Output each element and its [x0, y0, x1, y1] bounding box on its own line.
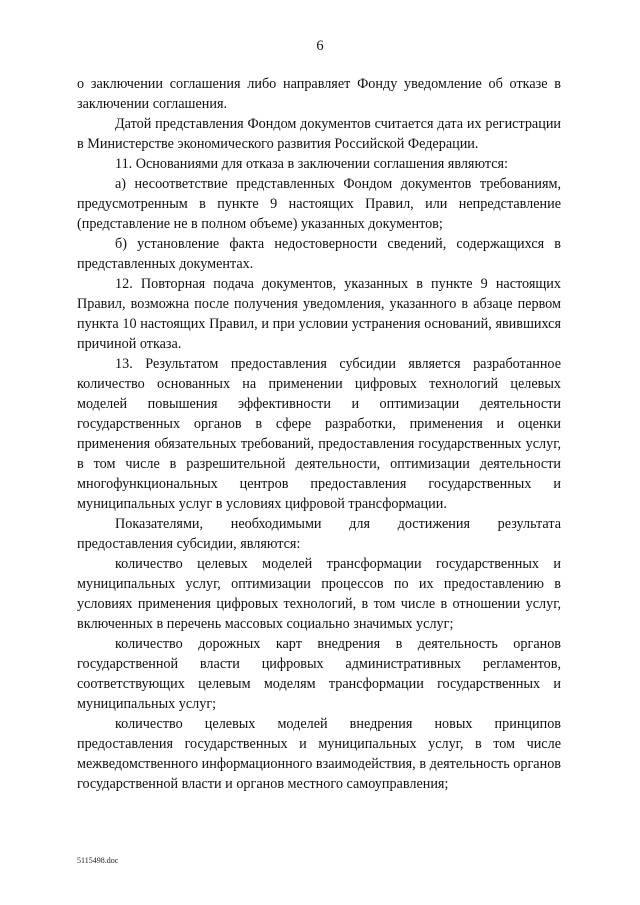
document-body — [77, 74, 561, 794]
paragraph-indicator-roadmaps: количество дорожных карт внедрения в деятельность органов государственной власти цифровых административных регламентов, соответствующих целевым моделям трансформации государственных и муниципальных услуг; — [77, 636, 561, 712]
footer-filename: 5115498.doc — [77, 856, 119, 865]
paragraph-13-result: 13. Результатом предоставления субсидии является разработанное количество основанных на применении цифровых технологий целевых моделей повышения эффективности и оптимизации деятельности государственных органов в сфере разработки, применения и оценки применения обязательных требований, предоставления государственных услуг, в том числе в разрешительной деятельности, оптимизации деятельности многофункциональных центров предоставления государственных и муниципальных услуг в условиях цифровой трансформации. — [77, 356, 561, 512]
paragraph-indicator-target-models: количество целевых моделей трансформации государственных и муниципальных услуг, оптимизации процессов по их предоставлению в условиях применения цифровых технологий, в том числе в отношении услуг, включенных в перечень массовых социально значимых услуг; — [77, 556, 561, 632]
paragraph-continuation: о заключении соглашения либо направляет Фонду уведомление об отказе в заключении соглашения. — [77, 76, 561, 112]
paragraph-12-resubmission: 12. Повторная подача документов, указанных в пункте 9 настоящих Правил, возможна после получения уведомления, указанного в абзаце первом пункта 10 настоящих Правил, и при условии устранения оснований, явившихся причиной отказа. — [77, 276, 561, 352]
paragraph-registration-date: Датой представления Фондом документов считается дата их регистрации в Министерстве экономического развития Российской Федерации. — [77, 116, 561, 152]
paragraph-11b: б) установление факта недостоверности сведений, содержащихся в представленных документах. — [77, 236, 561, 272]
paragraph-indicators-intro: Показателями, необходимыми для достижения результата предоставления субсидии, являются: — [77, 516, 561, 552]
paragraph-indicator-new-principles: количество целевых моделей внедрения новых принципов предоставления государственных и муниципальных услуг, в том числе межведомственного информационного взаимодействия, в деятельность органов государственной власти и органов местного самоуправления; — [77, 716, 561, 792]
page-number: 6 — [316, 38, 324, 54]
paragraph-11a: а) несоответствие представленных Фондом документов требованиям, предусмотренным в пункте 9 настоящих Правил, или непредставление (представление не в полном объеме) указанных документов; — [77, 176, 561, 232]
paragraph-11-refusal-grounds: 11. Основаниями для отказа в заключении соглашения являются: — [115, 156, 508, 172]
